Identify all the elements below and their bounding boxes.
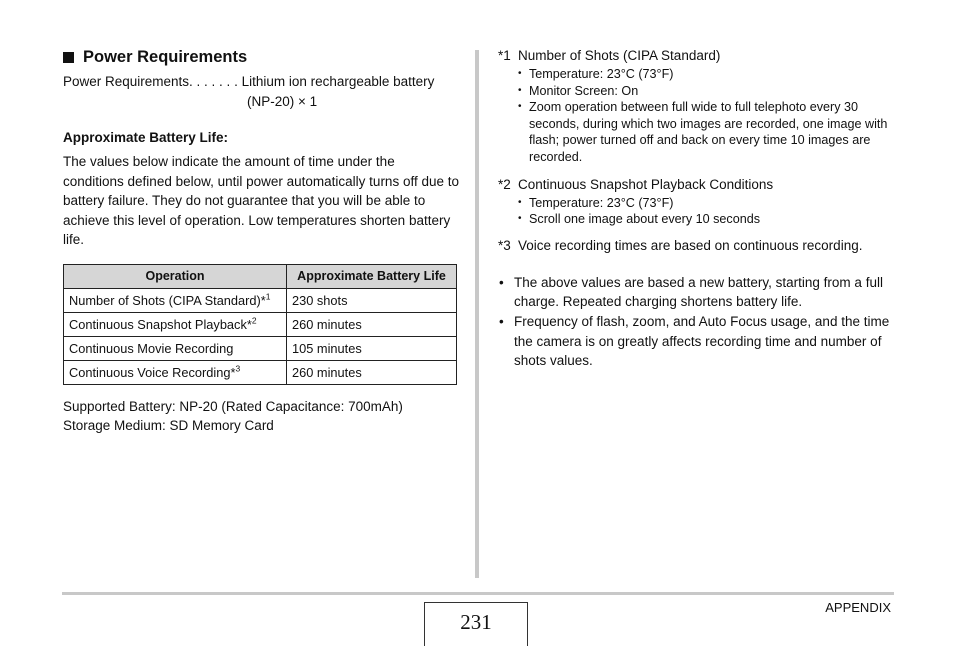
column-header-operation: Operation	[64, 264, 287, 288]
battery-life-table	[63, 264, 457, 385]
footnote-marker: 2	[251, 315, 257, 326]
footnote-number: *3	[498, 237, 511, 253]
list-item: • Monitor Screen: On	[518, 83, 893, 100]
footnote-marker: 1	[265, 291, 271, 302]
note-item: • Frequency of flash, zoom, and Auto Focus usage, and the time the camera is on greatly affects recording time and number of shots values.	[498, 312, 893, 371]
battery-life-paragraph: The values below indicate the amount of time under the conditions defined below, until power automatically turns off due to battery failure. They do not guarantee that you will be able to achieve this level of operation. Low temperatures shorten battery life.	[63, 154, 459, 248]
storage-medium: Storage Medium: SD Memory Card	[63, 418, 274, 434]
column-divider	[475, 50, 479, 578]
right-column	[498, 46, 893, 371]
operation-text: Continuous Movie Recording	[69, 340, 234, 356]
table-cell-operation	[64, 336, 287, 360]
table-header-row	[64, 264, 457, 288]
supported-battery: Supported Battery: NP-20 (Rated Capacitance: 700mAh)	[63, 398, 403, 414]
table-cell-life: 260 minutes	[287, 360, 457, 384]
page-number: 231	[460, 610, 492, 634]
operation-text: Continuous Voice Recording*	[69, 364, 236, 380]
table-row	[64, 288, 457, 312]
column-header-battery-life: Approximate Battery Life	[287, 264, 457, 288]
table-cell-life: 105 minutes	[287, 336, 457, 360]
table-row	[64, 360, 457, 384]
footnote-marker: 3	[235, 363, 241, 374]
power-spec	[63, 72, 459, 111]
battery-life-subheading: Approximate Battery Life:	[63, 130, 229, 145]
table-cell-operation	[64, 288, 287, 312]
table-row	[64, 312, 457, 336]
supported-info	[63, 397, 459, 436]
footnote-title: Number of Shots (CIPA Standard)	[518, 48, 721, 63]
table-cell-operation	[64, 312, 287, 336]
table-cell-life: 230 shots	[287, 288, 457, 312]
list-item: • Temperature: 23°C (73°F)	[518, 195, 893, 212]
list-item: • Scroll one image about every 10 seconds	[518, 211, 893, 228]
footnote-number: *2	[498, 176, 511, 192]
notes-list	[498, 273, 893, 371]
footnote-number: *1	[498, 48, 511, 63]
list-item: • Temperature: 23°C (73°F)	[518, 66, 893, 83]
footnote-2-list	[498, 195, 893, 228]
power-spec-line: Power Requirements. . . . . . . Lithium ion rechargeable battery	[63, 74, 435, 89]
note-item: • The above values are based a new battery, starting from a full charge. Repeated charging shortens battery life.	[498, 273, 893, 312]
section-title: Power Requirements	[83, 48, 248, 66]
page-number-box	[424, 602, 528, 646]
footnote-title: Continuous Snapshot Playback Conditions	[518, 176, 774, 192]
section-heading	[63, 46, 459, 68]
table-cell-operation	[64, 360, 287, 384]
power-spec-continuation: (NP-20) × 1	[247, 93, 318, 109]
footnote-2-heading	[498, 175, 893, 194]
footnote-3-heading	[498, 236, 893, 255]
table-cell-life: 260 minutes	[287, 312, 457, 336]
table-row	[64, 336, 457, 360]
left-column	[63, 46, 459, 436]
footnote-1-list	[498, 66, 893, 166]
operation-text: Number of Shots (CIPA Standard)*	[69, 292, 266, 308]
section-label: APPENDIX	[825, 600, 891, 615]
footer-rule	[62, 592, 894, 595]
footnote-1-heading	[498, 46, 893, 65]
footnote-title: Voice recording times are based on continuous recording.	[518, 237, 863, 253]
operation-text: Continuous Snapshot Playback*	[69, 316, 252, 332]
list-item: • Zoom operation between full wide to full telephoto every 30 seconds, during which two images are recorded, one image with flash; power turned off and back on every time 10 images are recorded.	[518, 99, 893, 165]
square-bullet-icon	[63, 52, 74, 63]
